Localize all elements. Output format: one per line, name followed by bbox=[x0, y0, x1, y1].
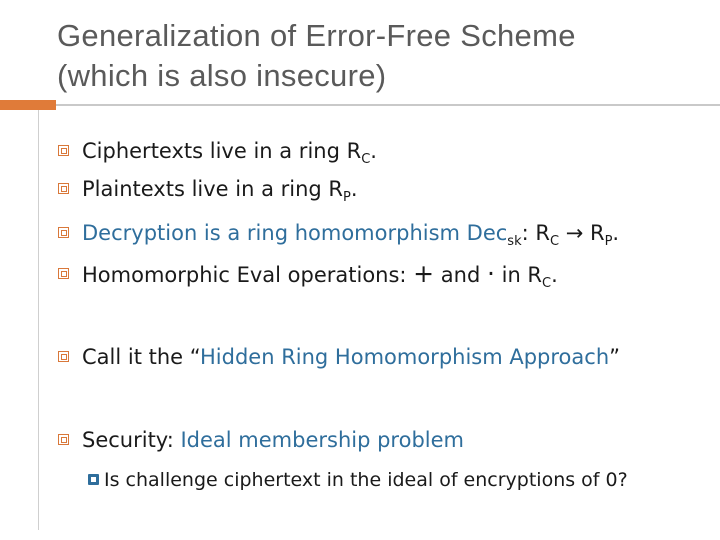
hollow-square-bullet-icon bbox=[58, 434, 69, 445]
title-accent-bar bbox=[0, 100, 56, 110]
hollow-square-bullet-icon bbox=[58, 145, 69, 156]
title-line-2: (which is also insecure) bbox=[57, 58, 387, 93]
bullet-security bbox=[58, 425, 698, 455]
bullet-eval-operations bbox=[58, 259, 698, 289]
filled-square-bullet-icon bbox=[88, 474, 99, 485]
left-margin-line bbox=[38, 110, 39, 530]
bullet-text: Plaintexts live in a ring $R_P$. bbox=[82, 177, 358, 205]
bullet-ciphertexts bbox=[58, 136, 698, 166]
hollow-square-bullet-icon bbox=[58, 183, 69, 194]
sub-bullet-text: Is challenge ciphertext in the ideal of encryptions of 0? bbox=[104, 469, 628, 491]
title-line-1: Generalization of Error-Free Scheme bbox=[57, 18, 576, 53]
bullet-text: Decryption is a ring homomorphism Dec$_{sk}$: $R_C \to R_P$. bbox=[82, 221, 620, 249]
bullet-decryption bbox=[58, 218, 698, 248]
hollow-square-bullet-icon bbox=[58, 227, 69, 238]
bullet-plaintexts bbox=[58, 174, 698, 204]
hollow-square-bullet-icon bbox=[58, 351, 69, 362]
bullet-text: Homomorphic Eval operations: + and · in $R_C$. bbox=[82, 259, 558, 291]
bullet-text: Ciphertexts live in a ring $R_C$. bbox=[82, 139, 377, 167]
slide-title bbox=[57, 16, 697, 96]
hollow-square-bullet-icon bbox=[58, 268, 69, 279]
bullet-approach-name bbox=[58, 342, 698, 372]
title-divider bbox=[56, 104, 720, 106]
sub-bullet-challenge bbox=[88, 466, 708, 494]
bullet-text: Call it the “Hidden Ring Homomorphism Approach” bbox=[82, 345, 621, 369]
bullet-text: Security: Ideal membership problem bbox=[82, 428, 464, 452]
